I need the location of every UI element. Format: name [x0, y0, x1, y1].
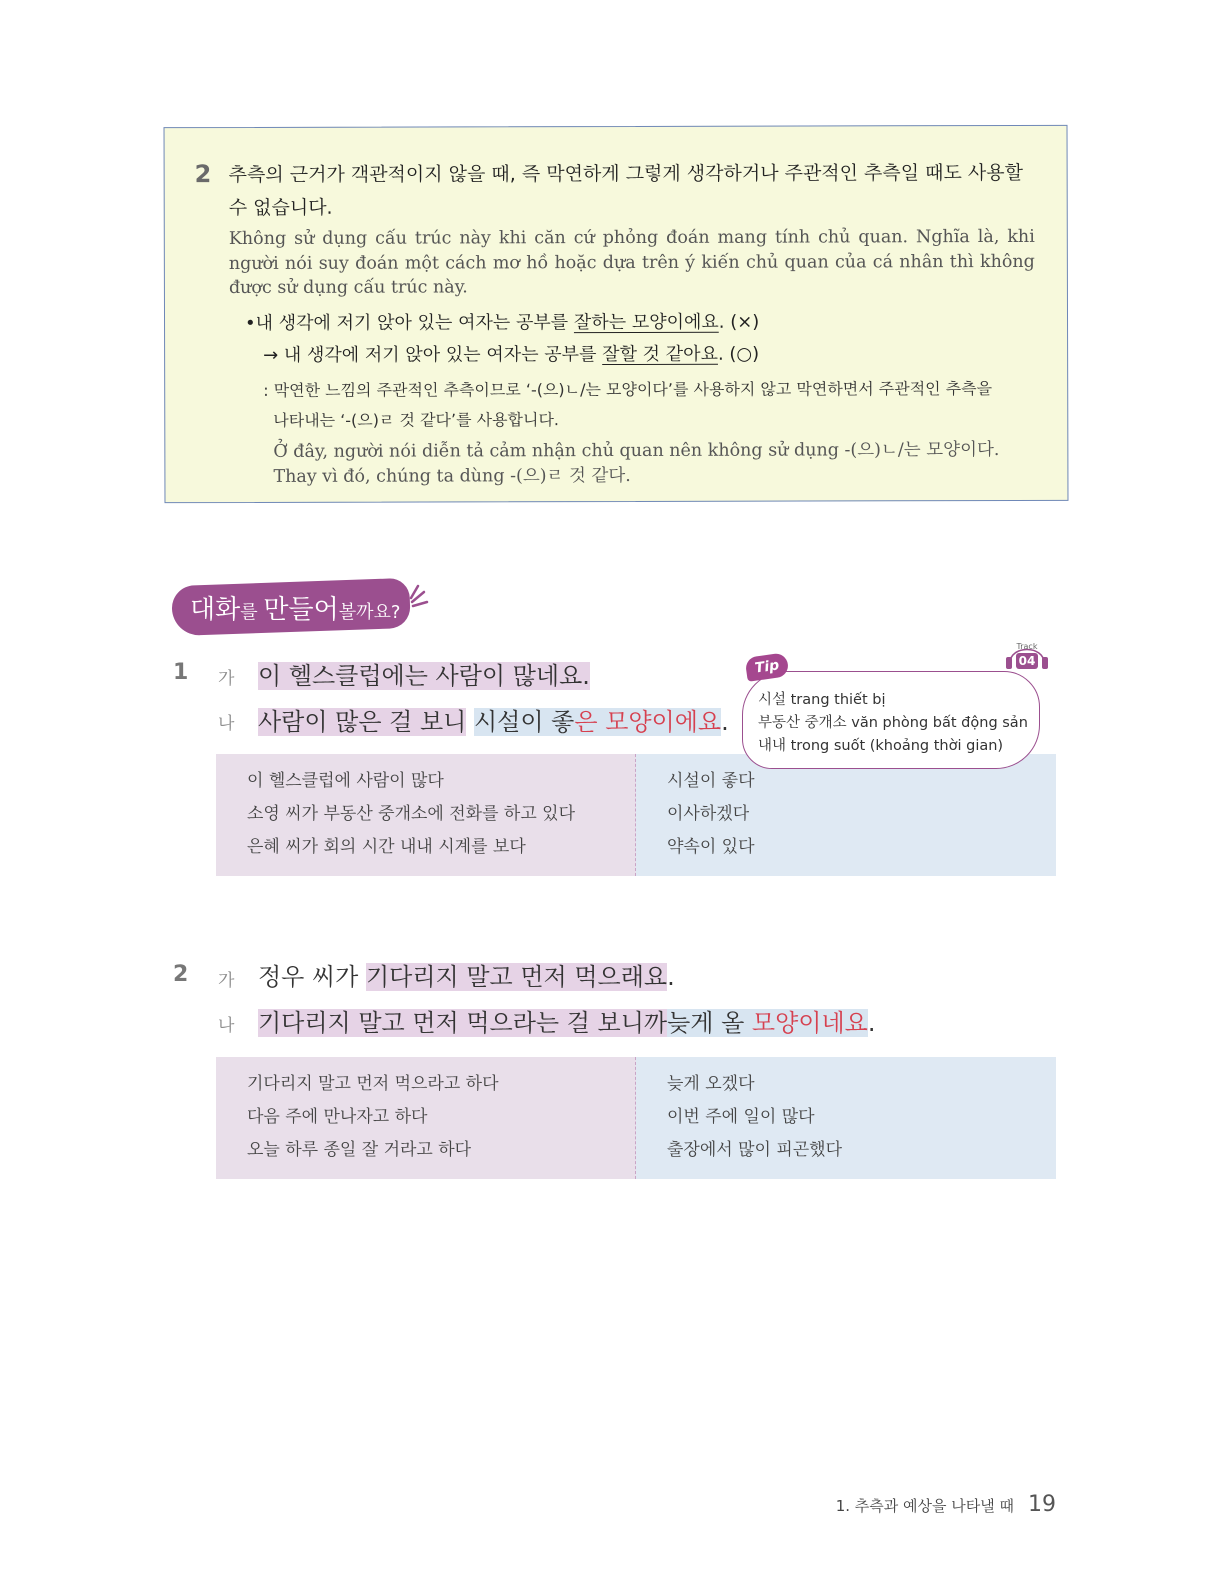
example-text: → 내 생각에 저기 앉아 있는 여자는 공부를: [263, 344, 603, 366]
grammar-note-box: [164, 125, 1069, 503]
example-text: 내 생각에 저기 앉아 있는 여자는 공부를: [255, 312, 574, 334]
dialogue-line-b: 기다리지 말고 먼저 먹으라는 걸 보니까늦게 올 모양이네요.: [258, 1009, 876, 1037]
speaker-label: 나: [218, 1016, 235, 1036]
vietnamese-explanation: [273, 438, 1043, 490]
track-number: 04: [1016, 653, 1038, 669]
table-right-column: [636, 754, 1056, 876]
speaker-label: 가: [218, 971, 235, 991]
list-item: 시설이 좋다: [667, 771, 755, 791]
dialogue-line-a: 정우 씨가 기다리지 말고 먼저 먹으래요.: [258, 963, 675, 991]
table-right-column: [636, 1057, 1056, 1179]
list-item: 이번 주에 일이 많다: [667, 1107, 815, 1127]
note-vietnamese-text: Không sử dụng cấu trúc này khi căn cứ phỏng đoán mang tính chủ quan. Nghĩa là, khi người nói suy đoán một cách mơ hồ hoặc dựa trên ý kiến chủ quan của cá nhân thì không được sử dụng cấu trúc này.: [228, 226, 1035, 299]
list-item: 늦게 오겠다: [667, 1074, 755, 1094]
page-number: 19: [1028, 1492, 1056, 1517]
example-incorrect: [245, 308, 759, 335]
list-item: 약속이 있다: [667, 837, 755, 857]
chapter-title: 1. 추측과 예상을 나타낼 때: [835, 1497, 1014, 1515]
example-underlined: 잘할 것 같아요: [602, 343, 718, 366]
speaker-label: 가: [218, 669, 235, 689]
table-left-column: [216, 754, 636, 876]
sparkle-icon: [408, 580, 430, 610]
list-item: 소영 씨가 부동산 중개소에 전화를 하고 있다: [247, 804, 576, 824]
tip-line: 부동산 중개소 văn phòng bất động sản: [758, 715, 1028, 731]
banner-title: 대화를 만들어볼까요?: [190, 595, 401, 625]
note-number: 2: [194, 160, 212, 189]
example-mark: . (○): [717, 343, 760, 365]
table-left-column: [216, 1057, 636, 1179]
dialogue-line-b: 사람이 많은 걸 보니 시설이 좋은 모양이에요.: [258, 708, 729, 736]
list-item: 이사하겠다: [667, 804, 750, 824]
list-item: 다음 주에 만나자고 하다: [247, 1107, 428, 1127]
section-banner: [172, 580, 412, 634]
tip-line: 내내 trong suốt (khoảng thời gian): [758, 738, 1004, 754]
tip-line: 시설 trang thiết bị: [758, 692, 886, 708]
audio-track-icon[interactable]: [1004, 637, 1050, 673]
vi-note-line: Thay vì đó, chúng ta dùng -(으)ㄹ 것 같다.: [273, 465, 631, 487]
list-item: 기다리지 말고 먼저 먹으라고 하다: [247, 1074, 499, 1094]
list-item: 오늘 하루 종일 잘 거라고 하다: [247, 1140, 472, 1160]
page-footer: [836, 1492, 1056, 1517]
dialogue-line-a: 이 헬스클럽에는 사람이 많네요.: [258, 662, 590, 690]
tip-tag: Tip: [745, 652, 790, 682]
tip-vocabulary-box: [742, 671, 1040, 769]
dialogue-number: 1: [173, 660, 189, 685]
dialogue-number: 2: [173, 962, 189, 987]
example-explanation: [263, 374, 1043, 436]
list-item: 출장에서 많이 피곤했다: [667, 1140, 843, 1160]
explanation-line: 나타내는 ‘-(으)ㄹ 것 같다’를 사용합니다.: [273, 410, 560, 430]
vi-note-line: Ở đây, người nói diễn tả cảm nhận chủ quan nên không sử dụng -(으)ㄴ/는 모양이다.: [273, 439, 1000, 462]
list-item: 은혜 씨가 회의 시간 내내 시계를 보다: [247, 837, 526, 857]
list-item: 이 헬스클럽에 사람이 많다: [247, 771, 444, 791]
speaker-label: 나: [218, 714, 235, 734]
bullet: •: [244, 312, 256, 334]
substitution-table: [216, 1057, 1056, 1179]
substitution-table: [216, 754, 1056, 876]
note-korean-text: 추측의 근거가 객관적이지 않을 때, 즉 막연하게 그렇게 생각하거나 주관적인 추측일 때도 사용할 수 없습니다.: [228, 161, 1023, 220]
example-mark: . (×): [718, 311, 760, 333]
example-correct: [263, 340, 759, 367]
explanation-line: : 막연한 느낌의 주관적인 추측이므로 ‘-(으)ㄴ/는 모양이다’를 사용하지 않고 막연하면서 주관적인 추측을: [263, 379, 993, 400]
track-label: Track: [1016, 642, 1038, 651]
example-underlined: 잘하는 모양이에요: [573, 311, 719, 334]
